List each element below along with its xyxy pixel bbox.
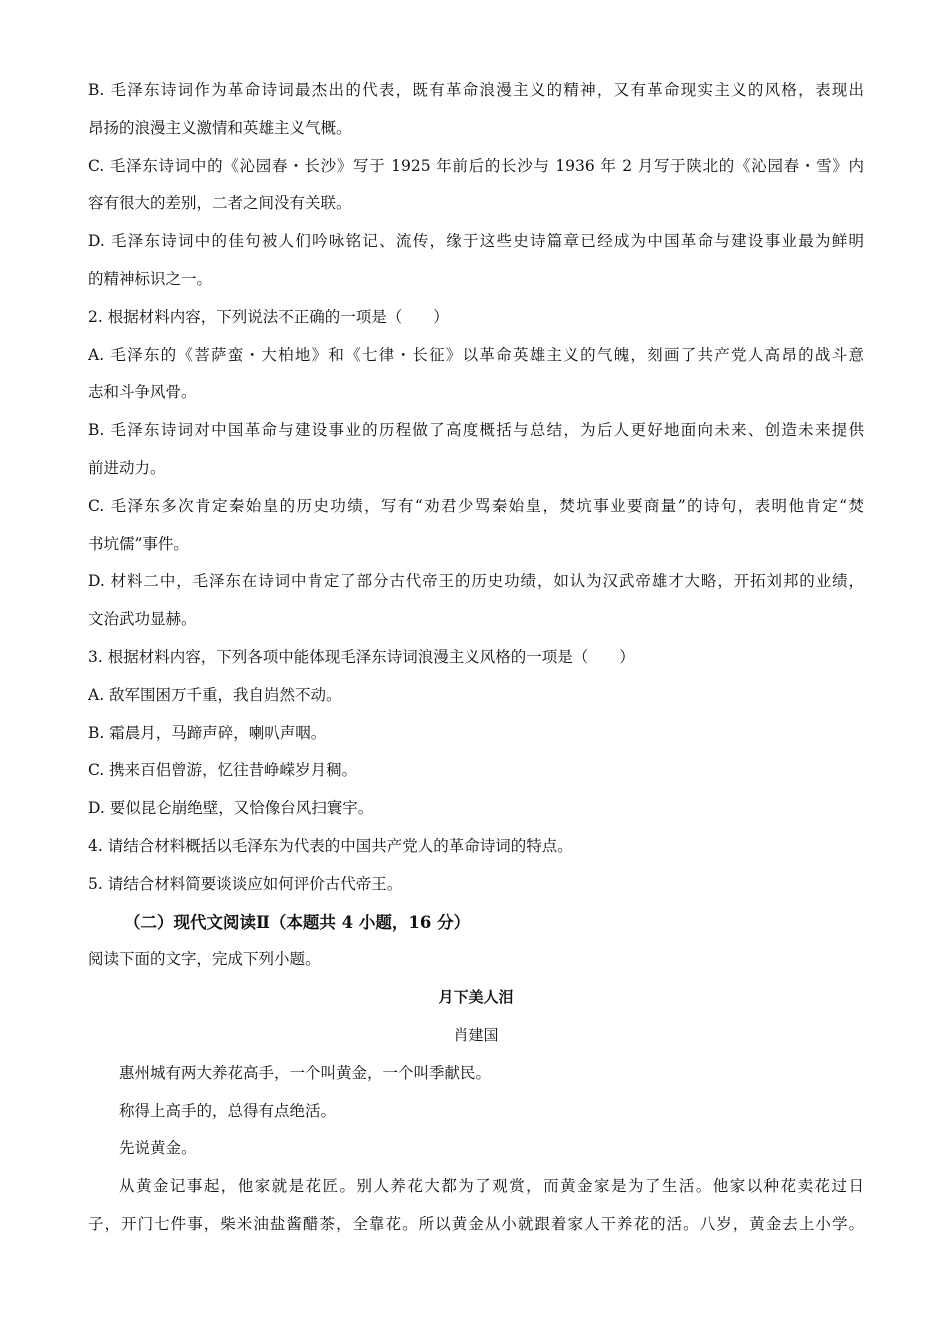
q2-option-b-line-1: B. 毛泽东诗词对中国革命与建设事业的历程做了高度概括与总结，为后人更好地面向未来、创造未来提供 — [88, 421, 864, 440]
q2-option-a-line-2: 志和斗争风骨。 — [88, 383, 197, 402]
q2-option-c-line-1: C. 毛泽东多次肯定秦始皇的历史功绩，写有“劝君少骂秦始皇，焚坑事业要商量”的诗句，表明他肯定“焚 — [88, 496, 864, 515]
reading-instruction: 阅读下面的文字，完成下列小题。 — [88, 950, 321, 969]
q3-option-d: D. 要似昆仑崩绝壁，又恰像台风扫寰宇。 — [88, 799, 374, 818]
option-b-line-1: B. 毛泽东诗词作为革命诗词最杰出的代表，既有革命浪漫主义的精神，又有革命现实主义的风格，表现出 — [88, 81, 864, 99]
q2-option-c-line-2: 书坑儒”事件。 — [88, 534, 189, 553]
option-d-line-2: 的精神标识之一。 — [88, 269, 213, 288]
question-4: 4. 请结合材料概括以毛泽东为代表的中国共产党人的革命诗词的特点。 — [88, 836, 573, 855]
option-b-line-2: 昂扬的浪漫主义激情和英雄主义气概。 — [88, 118, 352, 137]
q2-option-d-line-1: D. 材料二中，毛泽东在诗词中肯定了部分古代帝王的历史功绩，如认为汉武帝雄才大略，开拓刘邦的业绩， — [88, 572, 864, 591]
article-paragraph: 从黄金记事起，他家就是花匠。别人养花大都为了观赏，而黄金家是为了生活。他家以种花卖花过日 — [119, 1177, 864, 1196]
option-d-line-1: D. 毛泽东诗词中的佳句被人们吟咏铭记、流传，缘于这些史诗篇章已经成为中国革命与建设事业最为鲜明 — [88, 232, 864, 251]
q2-option-a-line-1: A. 毛泽东的《菩萨蛮・大柏地》和《七律・长征》以革命英雄主义的气魄，刻画了共产党人高昂的战斗意 — [88, 345, 864, 364]
article-author: 肖建国 — [453, 1025, 499, 1044]
option-c-line-2: 容有很大的差别，二者之间没有关联。 — [88, 194, 352, 213]
question-2: 2. 根据材料内容，下列说法不正确的一项是（ ） — [88, 307, 449, 326]
question-5: 5. 请结合材料简要谈谈应如何评价古代帝王。 — [88, 874, 403, 893]
section-title: （二）现代文阅读Ⅱ（本题共 4 小题，16 分） — [124, 912, 471, 932]
document-page — [88, 72, 864, 1244]
q2-option-d-line-2: 文治武功显赫。 — [88, 610, 197, 629]
article-paragraph: 先说黄金。 — [119, 1139, 197, 1158]
q3-option-c: C. 携来百侣曾游，忆往昔峥嵘岁月稠。 — [88, 761, 358, 780]
q3-option-b: B. 霜晨月，马蹄声碎，喇叭声咽。 — [88, 723, 327, 742]
option-c-line-1: C. 毛泽东诗词中的《沁园春・长沙》写于 1925 年前后的长沙与 1936 年 2 月写于陕北的《沁园春・雪》内 — [88, 156, 864, 175]
q3-option-a: A. 敌军围困万千重，我自岿然不动。 — [88, 685, 342, 704]
article-paragraph-continued: 子，开门七件事，柴米油盐酱醋茶，全靠花。所以黄金从小就跟着家人干养花的活。八岁，黄金去上小学。 — [88, 1214, 864, 1233]
article-paragraph: 称得上高手的，总得有点绝活。 — [119, 1101, 337, 1120]
article-title: 月下美人泪 — [438, 988, 514, 1007]
question-3: 3. 根据材料内容，下列各项中能体现毛泽东诗词浪漫主义风格的一项是（ ） — [88, 647, 635, 666]
article-paragraph: 惠州城有两大养花高手，一个叫黄金，一个叫季献民。 — [119, 1063, 492, 1082]
q2-option-b-line-2: 前进动力。 — [88, 458, 166, 477]
